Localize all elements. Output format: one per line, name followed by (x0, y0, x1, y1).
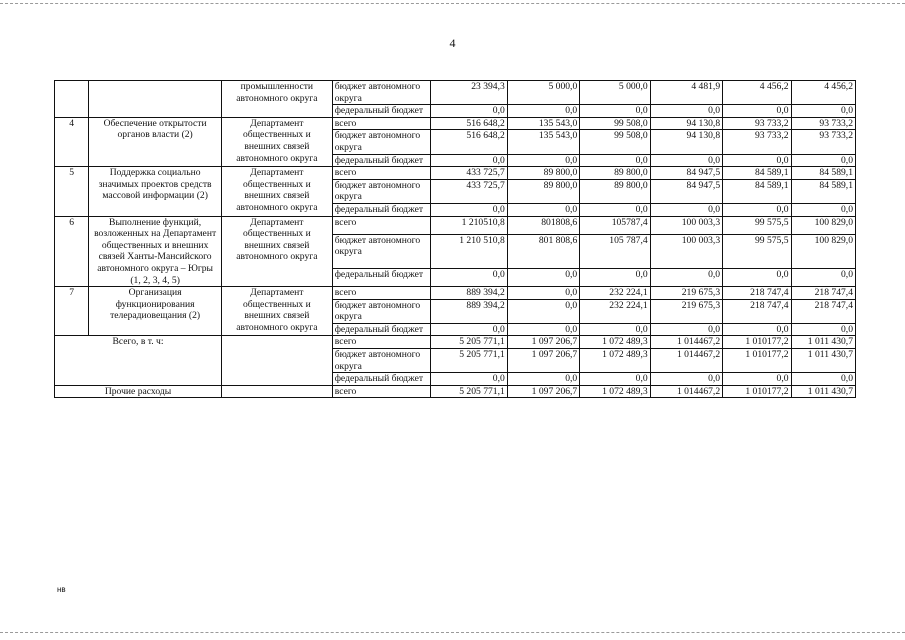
value-cell: 0,0 (431, 269, 507, 287)
measure-name: Организация функционирования телерадиовещания (2) (89, 287, 222, 336)
value-cell: 219 675,3 (650, 299, 722, 323)
value-cell: 89 800,0 (580, 167, 650, 180)
funding-source: всего (332, 216, 431, 234)
value-cell: 0,0 (650, 373, 722, 386)
row-number: 4 (55, 117, 89, 166)
funding-source: федеральный бюджет (332, 323, 431, 336)
row-number (55, 81, 89, 118)
funding-source: бюджет автономного округа (332, 234, 431, 269)
value-cell: 100 829,0 (791, 216, 855, 234)
executor-name (222, 385, 333, 398)
funding-source: всего (332, 167, 431, 180)
funding-source: бюджет автономного округа (332, 349, 431, 373)
value-cell: 84 589,1 (723, 167, 791, 180)
value-cell: 0,0 (507, 323, 579, 336)
value-cell: 801 808,6 (507, 234, 579, 269)
value-cell: 0,0 (580, 323, 650, 336)
value-cell: 0,0 (650, 105, 722, 118)
value-cell: 0,0 (507, 269, 579, 287)
value-cell: 232 224,1 (580, 287, 650, 300)
measure-name (89, 81, 222, 118)
value-cell: 0,0 (507, 299, 579, 323)
value-cell: 5 205 771,1 (431, 336, 507, 349)
budget-table (54, 80, 856, 398)
value-cell: 0,0 (723, 323, 791, 336)
summary-label: Всего, в т. ч: (55, 336, 222, 385)
value-cell: 1 097 206,7 (507, 385, 579, 398)
value-cell: 218 747,4 (723, 299, 791, 323)
value-cell: 1 011 430,7 (791, 349, 855, 373)
value-cell: 0,0 (723, 154, 791, 167)
executor-name: Департамент общественных и внешних связей автономного округа (222, 117, 333, 166)
summary-label: Прочие расходы (55, 385, 222, 398)
funding-source: федеральный бюджет (332, 105, 431, 118)
value-cell: 516 648,2 (431, 130, 507, 154)
value-cell: 1 097 206,7 (507, 336, 579, 349)
value-cell: 889 394,2 (431, 287, 507, 300)
value-cell: 0,0 (650, 269, 722, 287)
value-cell: 89 800,0 (507, 179, 579, 203)
value-cell: 0,0 (791, 373, 855, 386)
value-cell: 100 829,0 (791, 234, 855, 269)
value-cell: 5 000,0 (507, 81, 579, 105)
value-cell: 93 733,2 (723, 130, 791, 154)
measure-name: Выполнение функций, возложенных на Департамент общественных и внешних связей Ханты-Мансийского автономного округа – Югры (1, 2, 3, 4, 5) (89, 216, 222, 287)
row-number: 5 (55, 167, 89, 216)
table-row (55, 385, 856, 398)
value-cell: 1 210510,8 (431, 216, 507, 234)
value-cell: 0,0 (431, 203, 507, 216)
funding-source: федеральный бюджет (332, 373, 431, 386)
value-cell: 84 589,1 (791, 167, 855, 180)
table-row (55, 216, 856, 234)
value-cell: 0,0 (723, 105, 791, 118)
value-cell: 135 543,0 (507, 117, 579, 130)
value-cell: 0,0 (507, 287, 579, 300)
value-cell: 0,0 (431, 105, 507, 118)
value-cell: 218 747,4 (791, 299, 855, 323)
value-cell: 23 394,3 (431, 81, 507, 105)
table-row (55, 81, 856, 105)
value-cell: 0,0 (507, 105, 579, 118)
value-cell: 105 787,4 (580, 234, 650, 269)
value-cell: 105787,4 (580, 216, 650, 234)
value-cell: 4 456,2 (723, 81, 791, 105)
value-cell: 0,0 (723, 203, 791, 216)
value-cell: 0,0 (650, 203, 722, 216)
funding-source: федеральный бюджет (332, 154, 431, 167)
value-cell: 0,0 (580, 373, 650, 386)
executor-name: Департамент общественных и внешних связей автономного округа (222, 167, 333, 216)
executor-name: Департамент общественных и внешних связей автономного округа (222, 216, 333, 287)
value-cell: 89 800,0 (580, 179, 650, 203)
measure-name: Обеспечение открытости органов власти (2) (89, 117, 222, 166)
value-cell: 0,0 (791, 154, 855, 167)
row-number: 7 (55, 287, 89, 336)
value-cell: 0,0 (431, 373, 507, 386)
budget-table-body (55, 81, 856, 398)
value-cell: 94 130,8 (650, 117, 722, 130)
scan-edge-top (0, 3, 905, 4)
executor-name: промышленности автономного округа (222, 81, 333, 118)
value-cell: 0,0 (650, 154, 722, 167)
value-cell: 1 210 510,8 (431, 234, 507, 269)
value-cell: 94 130,8 (650, 130, 722, 154)
value-cell: 1 072 489,3 (580, 349, 650, 373)
value-cell: 1 014467,2 (650, 349, 722, 373)
table-row (55, 336, 856, 349)
value-cell: 84 589,1 (723, 179, 791, 203)
footer-mark: нв (57, 585, 66, 594)
funding-source: федеральный бюджет (332, 203, 431, 216)
value-cell: 1 072 489,3 (580, 385, 650, 398)
executor-name (222, 336, 333, 385)
value-cell: 516 648,2 (431, 117, 507, 130)
value-cell: 1 010177,2 (723, 336, 791, 349)
value-cell: 1 014467,2 (650, 385, 722, 398)
value-cell: 1 010177,2 (723, 349, 791, 373)
funding-source: бюджет автономного округа (332, 299, 431, 323)
value-cell: 218 747,4 (791, 287, 855, 300)
funding-source: федеральный бюджет (332, 269, 431, 287)
value-cell: 84 947,5 (650, 179, 722, 203)
value-cell: 99 575,5 (723, 234, 791, 269)
funding-source: бюджет автономного округа (332, 179, 431, 203)
funding-source: всего (332, 385, 431, 398)
funding-source: бюджет автономного округа (332, 81, 431, 105)
value-cell: 84 947,5 (650, 167, 722, 180)
page-number: 4 (449, 36, 456, 50)
value-cell: 135 543,0 (507, 130, 579, 154)
value-cell: 1 072 489,3 (580, 336, 650, 349)
value-cell: 0,0 (580, 269, 650, 287)
row-number: 6 (55, 216, 89, 287)
table-row (55, 167, 856, 180)
value-cell: 219 675,3 (650, 287, 722, 300)
value-cell: 99 508,0 (580, 130, 650, 154)
value-cell: 93 733,2 (723, 117, 791, 130)
value-cell: 4 481,9 (650, 81, 722, 105)
value-cell: 433 725,7 (431, 167, 507, 180)
value-cell: 1 010177,2 (723, 385, 791, 398)
value-cell: 433 725,7 (431, 179, 507, 203)
funding-source: всего (332, 287, 431, 300)
value-cell: 1 014467,2 (650, 336, 722, 349)
value-cell: 99 575,5 (723, 216, 791, 234)
funding-source: всего (332, 336, 431, 349)
value-cell: 0,0 (431, 323, 507, 336)
value-cell: 232 224,1 (580, 299, 650, 323)
value-cell: 0,0 (580, 154, 650, 167)
value-cell: 1 011 430,7 (791, 336, 855, 349)
value-cell: 0,0 (791, 323, 855, 336)
value-cell: 5 205 771,1 (431, 385, 507, 398)
value-cell: 218 747,4 (723, 287, 791, 300)
executor-name: Департамент общественных и внешних связей автономного округа (222, 287, 333, 336)
value-cell: 0,0 (431, 154, 507, 167)
funding-source: бюджет автономного округа (332, 130, 431, 154)
value-cell: 5 205 771,1 (431, 349, 507, 373)
value-cell: 889 394,2 (431, 299, 507, 323)
value-cell: 0,0 (507, 203, 579, 216)
value-cell: 100 003,3 (650, 216, 722, 234)
table-row (55, 287, 856, 300)
value-cell: 0,0 (650, 323, 722, 336)
value-cell: 0,0 (791, 203, 855, 216)
value-cell: 93 733,2 (791, 130, 855, 154)
table-row (55, 117, 856, 130)
value-cell: 1 097 206,7 (507, 349, 579, 373)
value-cell: 801808,6 (507, 216, 579, 234)
value-cell: 99 508,0 (580, 117, 650, 130)
value-cell: 0,0 (580, 105, 650, 118)
value-cell: 93 733,2 (791, 117, 855, 130)
value-cell: 5 000,0 (580, 81, 650, 105)
value-cell: 0,0 (507, 154, 579, 167)
value-cell: 100 003,3 (650, 234, 722, 269)
measure-name: Поддержка социально значимых проектов средств массовой информации (2) (89, 167, 222, 216)
value-cell: 0,0 (723, 269, 791, 287)
value-cell: 89 800,0 (507, 167, 579, 180)
value-cell: 0,0 (723, 373, 791, 386)
value-cell: 1 011 430,7 (791, 385, 855, 398)
value-cell: 84 589,1 (791, 179, 855, 203)
value-cell: 0,0 (507, 373, 579, 386)
value-cell: 0,0 (791, 269, 855, 287)
value-cell: 4 456,2 (791, 81, 855, 105)
value-cell: 0,0 (791, 105, 855, 118)
value-cell: 0,0 (580, 203, 650, 216)
scan-edge-bottom (0, 632, 905, 633)
funding-source: всего (332, 117, 431, 130)
